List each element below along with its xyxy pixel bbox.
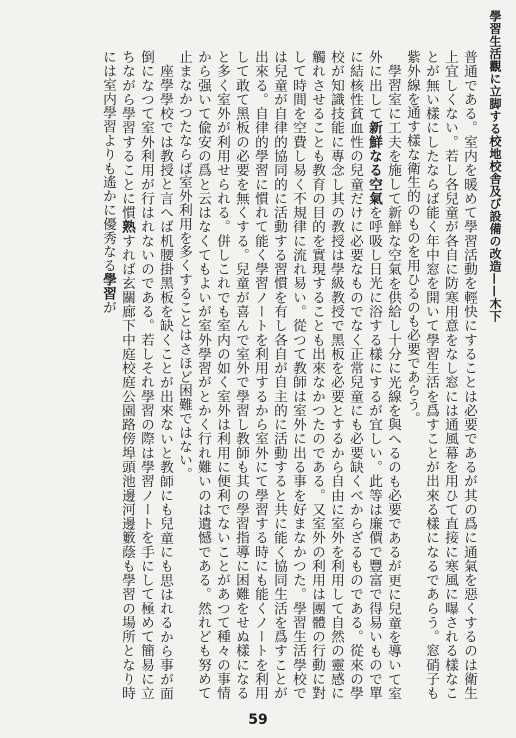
body-text — [26, 50, 478, 700]
page-number: 59 — [248, 712, 268, 728]
text-segment: すれば玄關廊下中庭校庭公園路傍埠頭池邊河邊籔蔭も學習の場所となり時には室内學習よりも遙かに優秀なる — [100, 50, 135, 700]
text-segment: が — [100, 300, 116, 315]
text-segment: 普通である。室内を暖めて學習活動を輕快にすることは必要であるが其の爲に通氣を惡くするのは衛生上宜しくない。若し各兒童が各自に防寒用意をなし窓には通風幕を用ひて直接に寒風に曝される樣なことが無い樣にしたならば能く年中窓を開いて學習生活を爲すことが出來る樣になるであらう。窓硝子も紫外線を通す樣な衛生的のものを用ひるのも必要であらう。 — [404, 50, 477, 700]
running-head: 學習生活觀に立脚する校地校舎及び設備の改造——木下 — [488, 10, 502, 323]
text-segment: 新鮮な空氣 — [385, 205, 401, 276]
emphasized-text: 學習 — [100, 272, 116, 301]
text-segment: 座學學校では教授と言へば机腰掛黑板を缺くことが出來ないと教師にも兒童にも思はれるから事が面倒になつて室外利用が行はれないのである。若しそれ學習の際は學習ノートを手にして極めて簡易に立ちながら學習することに慣 — [119, 50, 173, 700]
paragraph — [98, 50, 174, 700]
text-segment: を供給し十分に光線を與へるのも必要であるが更に兒童を導いて室外に出して — [366, 50, 401, 701]
paragraph — [174, 50, 402, 700]
emphasized-text: 新鮮なる空氣 — [366, 120, 382, 206]
text-segment: を呼吸し日光に浴する樣にするが宜しい。此等は廉價で豐富で得易いもので單に結核性貧血性の兒童だけに必要なものでなく正常兒童にも必要缺くべからざるものである。從來の學校が知識技能に專念し其の教授は學級教授で黑板を必要とするから自由に室外を利用して自然の靈感に觸れさせることも教育の目的を實現することも出來なかつたのである。又室外の利用は團體の行動に對して時間を空費し易く不規律に流れ易い。從つて教師は室外に出る事を好まなかつた。學習生活學校では兒童が自律的協同的に活動する習慣を有し各自が自主的に活動すると共に能く協同生活を爲すことが出來る。自律的學習に慣れて能く學習ノートを利用するから室外にて學習する時にも能くノートを利用して敢て黑板の必要を無くする。兒童が喜んで室外で學習し教師も其の學習指導に困難をせぬ樣になると多く室外が利用せられる。併しこれでも室内の如く室外は利用に便利でないことがあつて種々の事情から强いて偸安の爲と云はなくてもよいが室外學習がとかく行れ難いのは遺憾である。然れども努めて止まなかつたならば室外利用を多くすることはさほど困難ではない。 — [176, 50, 382, 701]
text-segment: 學習室に工夫を施して — [385, 63, 401, 206]
emphasized-text: 熟 — [119, 219, 135, 234]
paragraph — [402, 50, 478, 700]
